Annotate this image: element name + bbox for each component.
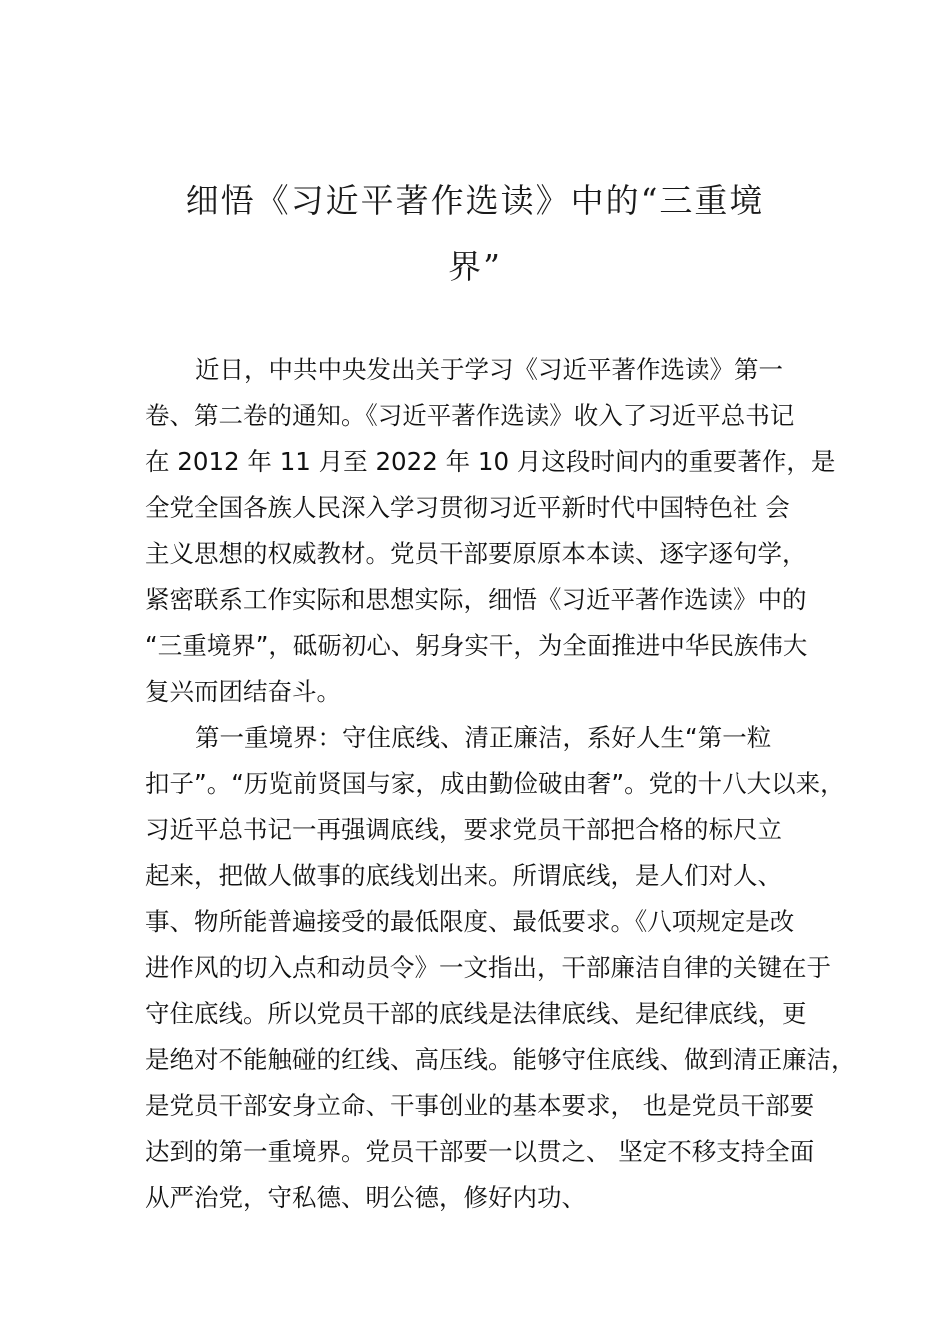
paragraph-1-line-8: 复兴而团结奋斗。 — [145, 677, 341, 706]
paragraph-1-line-3: 在 2012 年 11 月至 2022 年 10 月这段时间内的重要著作，是 — [145, 447, 836, 476]
document-title-line-2: 界” — [448, 247, 502, 286]
paragraph-1-line-6: 紧密联系工作实际和思想实际，细悟《习近平著作选读》中的 — [145, 585, 807, 614]
paragraph-2-line-7: 守住底线。所以党员干部的底线是法律底线、是纪律底线，更 — [145, 999, 807, 1028]
paragraph-1-line-4: 全党全国各族人民深入学习贯彻习近平新时代中国特色社 会 — [145, 493, 790, 522]
paragraph-1-line-1: 近日，中共中央发出关于学习《习近平著作选读》第一 — [195, 355, 783, 384]
paragraph-2-line-6: 进作风的切入点和动员令》一文指出，干部廉洁自律的关键在于 — [145, 953, 831, 982]
paragraph-2-line-2: 扣子”。“历览前贤国与家，成由勤俭破由奢”。党的十八大以来， — [145, 769, 845, 798]
paragraph-2-line-1: 第一重境界：守住底线、清正廉洁，系好人生“第一粒 — [195, 723, 772, 752]
paragraph-2-line-8: 是绝对不能触碰的红线、高压线。能够守住底线、做到清正廉洁， — [145, 1045, 856, 1074]
paragraph-2-line-11: 从严治党，守私德、明公德，修好内功、 — [145, 1183, 586, 1212]
paragraph-2-line-5: 事、物所能普遍接受的最低限度、最低要求。《八项规定是改 — [145, 907, 795, 936]
paragraph-2-line-4: 起来，把做人做事的底线划出来。所谓底线，是人们对人、 — [145, 861, 782, 890]
paragraph-1-line-2: 卷、第二卷的通知。《习近平著作选读》收入了习近平总书记 — [145, 401, 795, 430]
paragraph-1-line-5: 主义思想的权威教材。党员干部要原原本本读、逐字逐句学， — [145, 539, 807, 568]
paragraph-2-line-10: 达到的第一重境界。党员干部要一以贯之、 坚定不移支持全面 — [145, 1137, 815, 1166]
paragraph-1-line-7: “三重境界”，砥砺初心、躬身实干，为全面推进中华民族伟大 — [145, 631, 808, 660]
paragraph-2-line-3: 习近平总书记一再强调底线，要求党员干部把合格的标尺立 — [145, 815, 782, 844]
paragraph-2-line-9: 是党员干部安身立命、干事创业的基本要求， 也是党员干部要 — [145, 1091, 815, 1120]
document-title-line-1: 细悟《习近平著作选读》中的“三重境 — [185, 181, 765, 220]
